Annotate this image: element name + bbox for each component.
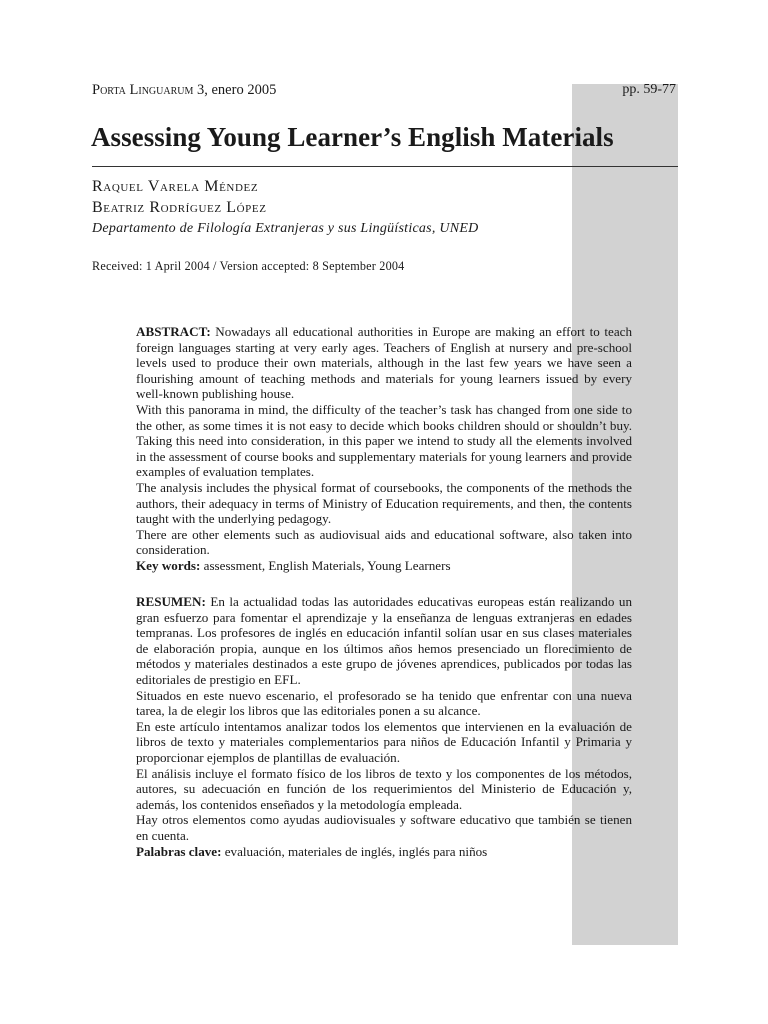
abstract-text: Nowadays all educational authorities in Europe are making an effort to teach foreign languages starting at very early ages. Teachers of English at nursery and pre-school levels used to produce their own materials, although in the last few years we have seen a flourishing amount of teaching methods and materials for young learners issued by every well-known publishing house. (136, 324, 632, 402)
abstract-paragraph (136, 324, 632, 402)
keywords-text: assessment, English Materials, Young Learners (200, 557, 451, 573)
palabras-clave-line (136, 844, 632, 860)
resumen-section (136, 594, 632, 859)
page-range: pp. 59-77 (622, 82, 676, 97)
resumen-paragraph: En este artículo intentamos analizar todos los elementos que intervienen en la evaluación de libros de texto y materiales complementarios para niños de Educación Infantil y Primaria y proporcionar ejemplos de plantillas de evaluación. (136, 718, 632, 765)
resumen-text: En la actualidad todas las autoridades educativas europeas están realizando un gran esfuerzo para fomentar el aprendizaje y la enseñanza de lenguas extranjeras en edades tempranas. Los profesores de inglés en educación infantil solían usar en sus clases materiales de elaboración propia, aunque en los últimos años hemos presenciado un florecimiento de métodos y materiales destinados a este grupo de jóvenes aprendices, publicados por todas las editoriales de prestigio en EFL. (136, 594, 632, 687)
resumen-paragraph (136, 594, 632, 688)
palabras-clave-label: Palabras clave: (136, 843, 222, 859)
journal-name: Porta Linguarum (92, 82, 194, 98)
palabras-clave-text: evaluación, materiales de inglés, inglés para niños (221, 843, 488, 859)
resumen-paragraph: Situados en este nuevo escenario, el profesorado se ha tenido que enfrentar con una nueva tarea, la de elegir los libros que las editoriales ponen a su alcance. (136, 687, 632, 719)
journal-issue: 3, enero 2005 (193, 82, 277, 98)
journal-header (92, 82, 276, 99)
author-name: Beatriz Rodríguez López (92, 199, 267, 216)
affiliation: Departamento de Filología Extranjeras y sus Lingüísticas, UNED (92, 221, 479, 236)
received-dates: Received: 1 April 2004 / Version accepted: 8 September 2004 (92, 259, 405, 273)
resumen-paragraph: Hay otros elementos como ayudas audiovisuales y software educativo que también se tienen en cuenta. (136, 812, 632, 843)
author-name: Raquel Varela Méndez (92, 178, 259, 195)
abstract-label: ABSTRACT: (136, 324, 211, 339)
resumen-paragraph: El análisis incluye el formato físico de los libros de texto y los componentes de los métodos, autores, su adecuación en función de los requerimientos del Ministerio de Educación y, además, los contenidos enseñados y la metodología empleada. (136, 765, 632, 812)
resumen-label: RESUMEN: (136, 594, 206, 609)
keywords-line (136, 558, 632, 574)
keywords-label: Key words: (136, 557, 201, 573)
paper-title: Assessing Young Learner’s English Materials (91, 122, 614, 152)
abstract-paragraph: The analysis includes the physical format of coursebooks, the components of the methods the authors, their adequacy in terms of Ministry of Education requirements, and then, the contents taught with the underlying pedagogy. (136, 479, 632, 527)
abstract-paragraph: With this panorama in mind, the difficulty of the teacher’s task has changed from one side to the other, as some times it is not easy to decide which books children should or shouldn’t buy. Taking this need into consideration, in this paper we intend to study all the elements involved in the assessment of course books and supplementary materials for young learners and provide examples of evaluation templates. (136, 401, 632, 480)
abstract-section (136, 324, 632, 574)
abstract-paragraph: There are other elements such as audiovisual aids and educational software, also taken into consideration. (136, 526, 632, 558)
title-rule (92, 166, 678, 167)
